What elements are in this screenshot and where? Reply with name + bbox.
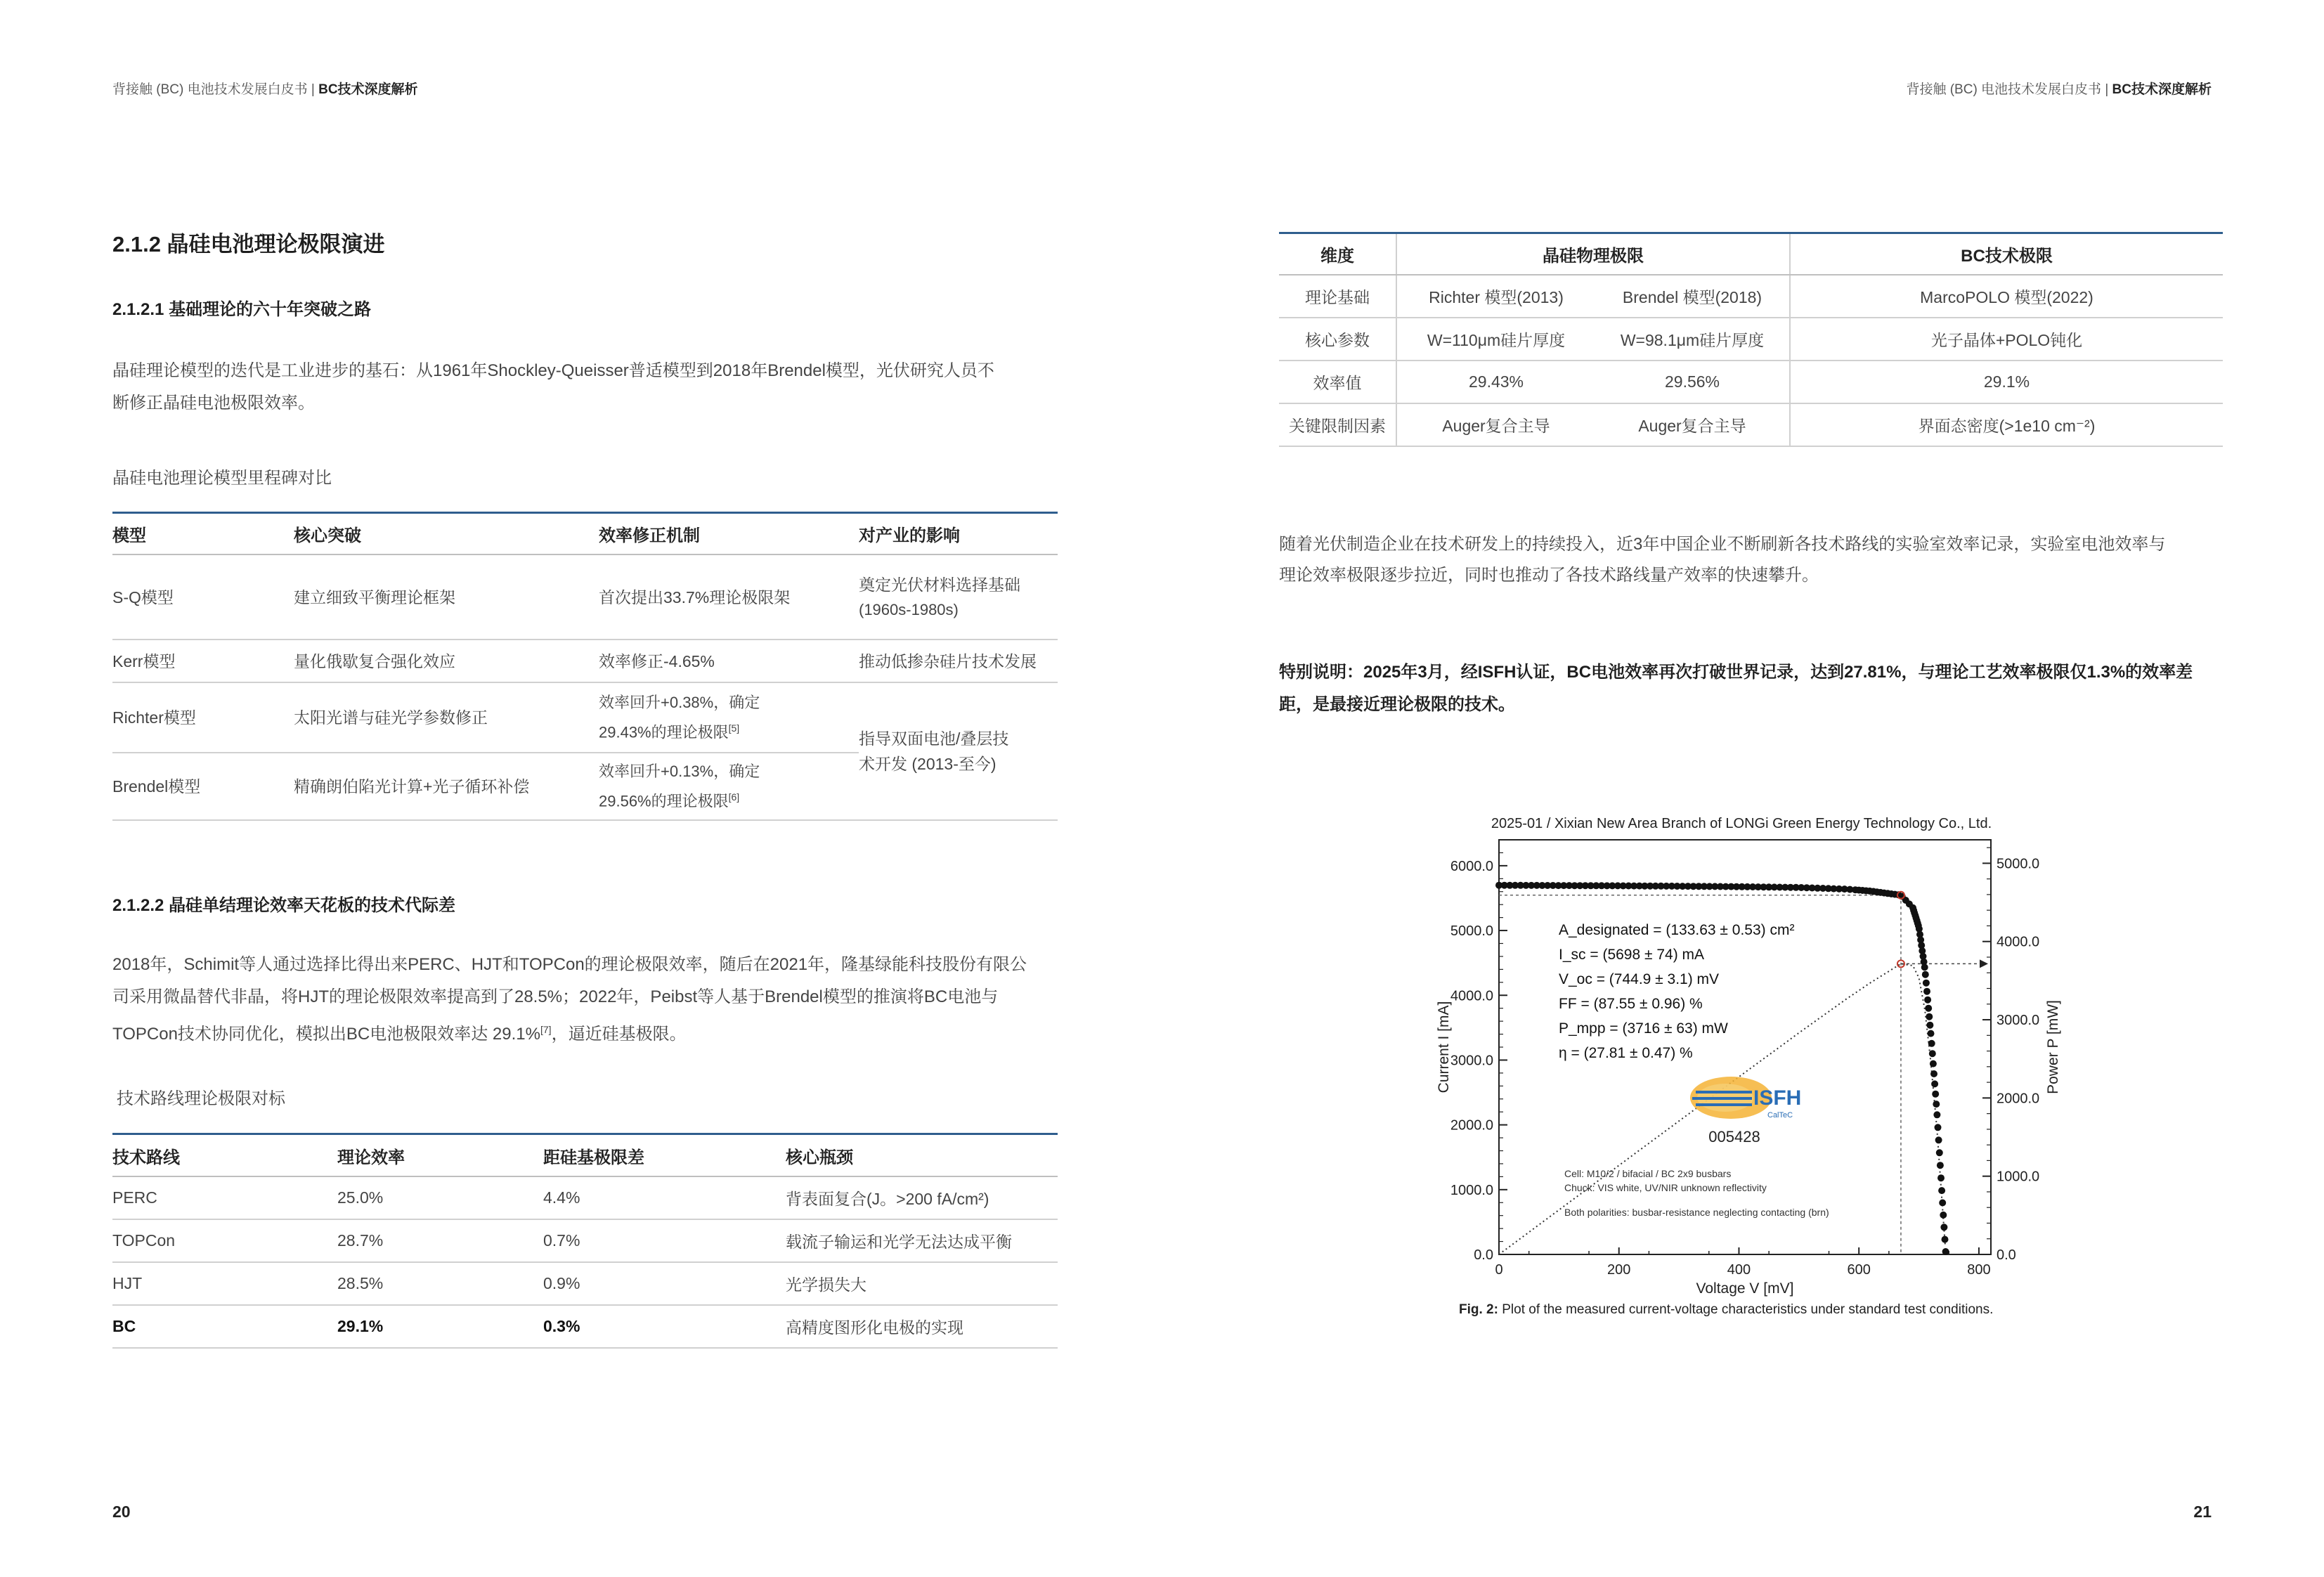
iv-data-point [1926,1022,1933,1029]
iv-data-point [1935,1136,1942,1143]
x-tick-label: 0 [1495,1262,1503,1278]
column-header: 理论效率 [337,1134,543,1177]
paragraph-efficiency-progress: 随着光伏制造企业在技术研发上的持续投入，近3年中国企业不断刷新各技术路线的实验室效率记录，实验室电池效率与 理论效率极限逐步拉近，同时也推动了各技术路线量产效率的快速攀升。 [1279,535,2166,585]
table2-caption: 技术路线理论极限对标 [117,1089,285,1108]
y-tick-label: 6000.0 [1450,858,1493,874]
table1-caption: 晶硅电池理论模型里程碑对比 [112,469,332,488]
iv-data-point [1922,971,1929,978]
iv-data-point [1942,1248,1949,1255]
iv-data-point [1939,1200,1946,1207]
svg-text:V_oc = (744.9 ± 3.1) mV: V_oc = (744.9 ± 3.1) mV [1559,971,1720,987]
iv-data-point [1938,1187,1945,1194]
y-tick-label: 3000.0 [1450,1053,1493,1069]
paragraph-tech-gap: 2018年，Schimit等人通过选择比得出来PERC、HJT和TOPCon的理论极限效率，随后在2021年，隆基绿能科技股份有限公 司采用微晶替代非晶，将HJT的理论极限效率提高到了28.5%；2022年，Peibst等人基于Brendel模型的推演将BC电池与 TOPCon技术协同优化，模拟出BC电池极限效率达 29.1%[7]，逼近硅基极限。 [112,955,1027,1044]
y-tick-label: 1000.0 [1450,1182,1493,1198]
iv-data-point [1933,1101,1940,1108]
running-header-left: 背接触 (BC) 电池技术发展白皮书 | BC技术深度解析 [112,82,418,97]
iv-data-point [1925,1005,1932,1012]
iv-data-point [1940,1224,1947,1231]
column-header: 距硅基极限差 [543,1134,786,1177]
x-tick-label: 400 [1727,1262,1751,1278]
y-axis-label-left: Current I [mA] [1436,1001,1452,1093]
iv-data-point [1928,1030,1935,1037]
certificate-id: 005428 [1708,1128,1760,1146]
page-number-right: 21 [2193,1503,2212,1521]
table-row: 理论基础 Richter 模型(2013) Brendel 模型(2018) MarcoPOLO 模型(2022) [1279,275,2223,318]
iv-data-point [1936,1149,1943,1156]
y-tick-label: 0.0 [1474,1247,1493,1263]
arrow-head [1980,959,1988,968]
svg-text:Cell: M10/2 / bifacial / BC 2x: Cell: M10/2 / bifacial / BC 2x9 busbars [1564,1168,1732,1179]
table-row: Brendel模型 精确朗伯陷光计算+光子循环补偿 效率回升+0.13%，确定 29.56%的理论极限[6] [112,753,1058,820]
isfh-logo-text: ISFH [1753,1086,1802,1110]
iv-data-point [1935,1124,1942,1131]
table-row: 核心参数 W=110μm硅片厚度 W=98.1μm硅片厚度 光子晶体+POLO钝化 [1279,318,2223,361]
svg-text:P_mpp = (3716 ± 63) mW: P_mpp = (3716 ± 63) mW [1559,1020,1728,1037]
limit-comparison-table [1279,232,2223,447]
column-header: BC技术极限 [1790,233,2223,275]
measurement-params [1559,922,1794,1061]
table-row: 关键限制因素 Auger复合主导 Auger复合主导 界面态密度(>1e10 cm⁻²) [1279,403,2223,446]
table-header-row [112,1134,1058,1177]
right-page [1162,0,2324,1577]
iv-data-point [1928,1040,1935,1047]
iv-curve-figure [1401,808,2110,1328]
iv-data-point [1923,988,1930,995]
iv-data-point [1926,1013,1933,1020]
svg-text:η = (27.81 ± 0.47) %: η = (27.81 ± 0.47) % [1559,1045,1693,1061]
svg-text:Chuck: VIS white, UV/NIR unkno: Chuck: VIS white, UV/NIR unknown reflectivity [1564,1182,1767,1193]
iv-curve-chart [1401,808,2110,1328]
iv-data-point [1930,1070,1937,1077]
x-tick-label: 800 [1967,1262,1991,1278]
y2-tick-label: 0.0 [1997,1247,2016,1263]
paragraph-intro: 晶硅理论模型的迭代是工业进步的基石：从1961年Shockley-Queisser普适模型到2018年Brendel模型，光伏研究人员不 断修正晶硅电池极限效率。 [112,361,994,413]
iv-data-point [1940,1212,1947,1219]
iv-data-point [1931,1080,1938,1087]
table-row: PERC 25.0% 4.4% 背表面复合(J。>200 fA/cm²) [112,1176,1058,1219]
y2-tick-label: 3000.0 [1997,1013,2040,1029]
y-tick-label: 5000.0 [1450,923,1493,940]
isfh-logo-sub: CalTeC [1767,1111,1793,1120]
cell-info [1564,1168,1829,1218]
x-axis-label: Voltage V [mV] [1696,1280,1794,1297]
subsection-heading-2-1-2-2: 2.1.2.2 晶硅单结理论效率天花板的技术代际差 [112,896,456,915]
chart-title: 2025-01 / Xixian New Area Branch of LONGi Green Energy Technology Co., Ltd. [1491,816,1992,831]
running-header-right: 背接触 (BC) 电池技术发展白皮书 | BC技术深度解析 [1906,82,2212,97]
y2-tick-label: 2000.0 [1997,1091,2040,1107]
iv-data-point [1929,1050,1936,1057]
iv-data-point [1924,997,1931,1004]
iv-data-point [1942,1236,1949,1243]
section-heading-2-1-2: 2.1.2 晶硅电池理论极限演进 [112,232,385,257]
column-header: 核心突破 [294,513,599,555]
iv-data-point [1932,1091,1939,1098]
table-row-highlight: BC 29.1% 0.3% 高精度图形化电极的实现 [112,1305,1058,1348]
table-row: 效率值 29.43% 29.56% 29.1% [1279,361,2223,403]
svg-text:I_sc = (5698 ± 74) mA: I_sc = (5698 ± 74) mA [1559,947,1705,963]
column-header: 维度 [1279,233,1396,275]
table-row: TOPCon 28.7% 0.7% 载流子输运和光学无法达成平衡 [112,1219,1058,1262]
iv-data-point [1933,1111,1940,1118]
y2-tick-label: 5000.0 [1997,856,2040,872]
x-tick-label: 600 [1847,1262,1871,1278]
table-header-row [112,513,1058,555]
page-number-left: 20 [112,1503,131,1521]
y-tick-label: 2000.0 [1450,1117,1493,1134]
table-row: Kerr模型 量化俄歇复合强化效应 效率修正-4.65% 推动低掺杂硅片技术发展 [112,640,1058,682]
column-header: 晶硅物理极限 [1396,233,1790,275]
y2-tick-label: 4000.0 [1997,934,2040,950]
shared-impact-cell: 指导双面电池/叠层技 术开发 (2013-至今) [859,682,1058,820]
y-tick-label: 4000.0 [1450,988,1493,1004]
y-axis-label-right: Power P [mW] [2045,1000,2061,1094]
table-header-row [1279,233,2223,275]
column-header: 对产业的影响 [859,513,1058,555]
column-header: 核心瓶颈 [786,1134,1058,1177]
iv-data-point [1923,980,1930,987]
tech-route-limit-table [112,1133,1058,1349]
svg-text:A_designated = (133.63 ± 0.53): A_designated = (133.63 ± 0.53) cm² [1559,922,1795,938]
x-tick-label: 200 [1607,1262,1631,1278]
svg-text:FF = (87.55 ± 0.96) %: FF = (87.55 ± 0.96) % [1559,996,1703,1012]
table-row: HJT 28.5% 0.9% 光学损失大 [112,1262,1058,1305]
special-note: 特别说明：2025年3月，经ISFH认证，BC电池效率再次打破世界记录，达到27.81%，与理论工艺效率极限仅1.3%的效率差 距，是最接近理论极限的技术。 [1279,663,2193,714]
column-header: 模型 [112,513,294,555]
column-header: 技术路线 [112,1134,337,1177]
table-row: Richter模型 太阳光谱与硅光学参数修正 效率回升+0.38%，确定 29.43%的理论极限[5] 指导双面电池/叠层技 术开发 (2013-至今) [112,682,1058,753]
isfh-logo [1690,1077,1801,1120]
y2-tick-label: 1000.0 [1997,1169,2040,1185]
subsection-heading-2-1-2-1: 2.1.2.1 基础理论的六十年突破之路 [112,300,372,319]
table-row: S-Q模型 建立细致平衡理论框架 首次提出33.7%理论极限架 奠定光伏材料选择基础 (1960s-1980s) [112,554,1058,640]
iv-data-point [1921,963,1928,971]
iv-data-point [1930,1060,1937,1067]
iv-data-point [1937,1174,1945,1181]
iv-data-point [1937,1162,1944,1169]
model-milestone-table [112,512,1058,821]
column-header: 效率修正机制 [599,513,859,555]
figure-caption: Fig. 2: Plot of the measured current-voltage characteristics under standard test conditions. [1459,1302,1994,1317]
svg-text:Both polarities: busbar-resist: Both polarities: busbar-resistance neglecting contacting (brn) [1564,1207,1829,1218]
